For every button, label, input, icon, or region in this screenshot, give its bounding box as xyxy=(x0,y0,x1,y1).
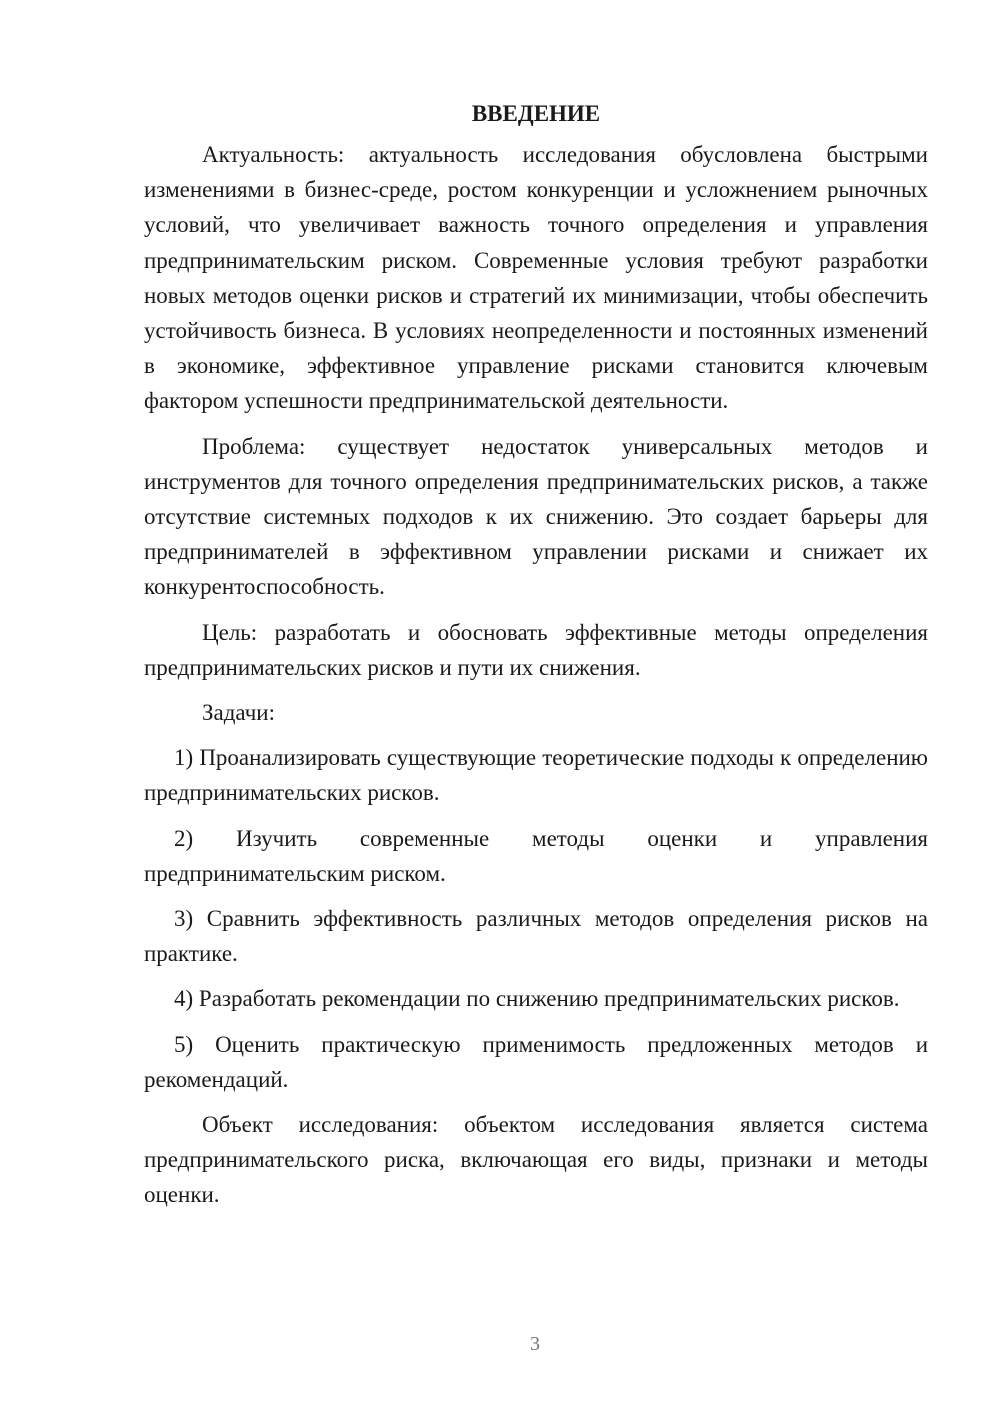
task-item-1: 1) Проанализировать существующие теоретические подходы к определению предпринимательских рисков. xyxy=(144,745,928,806)
section-heading: ВВЕДЕНИЕ xyxy=(471,101,601,126)
task-item-4: 4) Разработать рекомендации по снижению предпринимательских рисков. xyxy=(174,986,900,1012)
tasks-label: Задачи: xyxy=(202,700,275,726)
page-number: 3 xyxy=(530,1333,540,1355)
paragraph-problem: Проблема: существует недостаток универсальных методов и инструментов для точного определения предпринимательских рисков, а также отсутствие системных подходов к их снижению. Это создает барьеры для предпринимателей в эффективном управлении рисками и снижает их конкурентоспособность. xyxy=(144,433,928,600)
paragraph-relevance: Актуальность: актуальность исследования обусловлена быстрыми изменениями в бизнес-среде, ростом конкуренции и усложнением рыночных условий, что увеличивает важность точного определения и управления предпринимательским риском. Современные условия требуют разработки новых методов оценки рисков и стратегий их минимизации, чтобы обеспечить устойчивость бизнеса. В условиях неопределенности и постоянных изменений в экономике, эффективное управление рисками становится ключевым фактором успешности предпринимательской деятельности. xyxy=(144,142,928,414)
task-item-3: 3) Сравнить эффективность различных методов определения рисков на практике. xyxy=(144,906,928,967)
task-item-2: 2) Изучить современные методы оценки и управления предпринимательским риском. xyxy=(144,825,928,886)
document-page xyxy=(144,96,928,1223)
paragraph-goal: Цель: разработать и обосновать эффективные методы определения предпринимательских рисков и пути их снижения. xyxy=(144,619,928,680)
task-item-5: 5) Оценить практическую применимость предложенных методов и рекомендаций. xyxy=(144,1031,928,1092)
paragraph-object: Объект исследования: объектом исследования является система предпринимательского риска, включающая его виды, признаки и методы оценки. xyxy=(144,1112,928,1208)
